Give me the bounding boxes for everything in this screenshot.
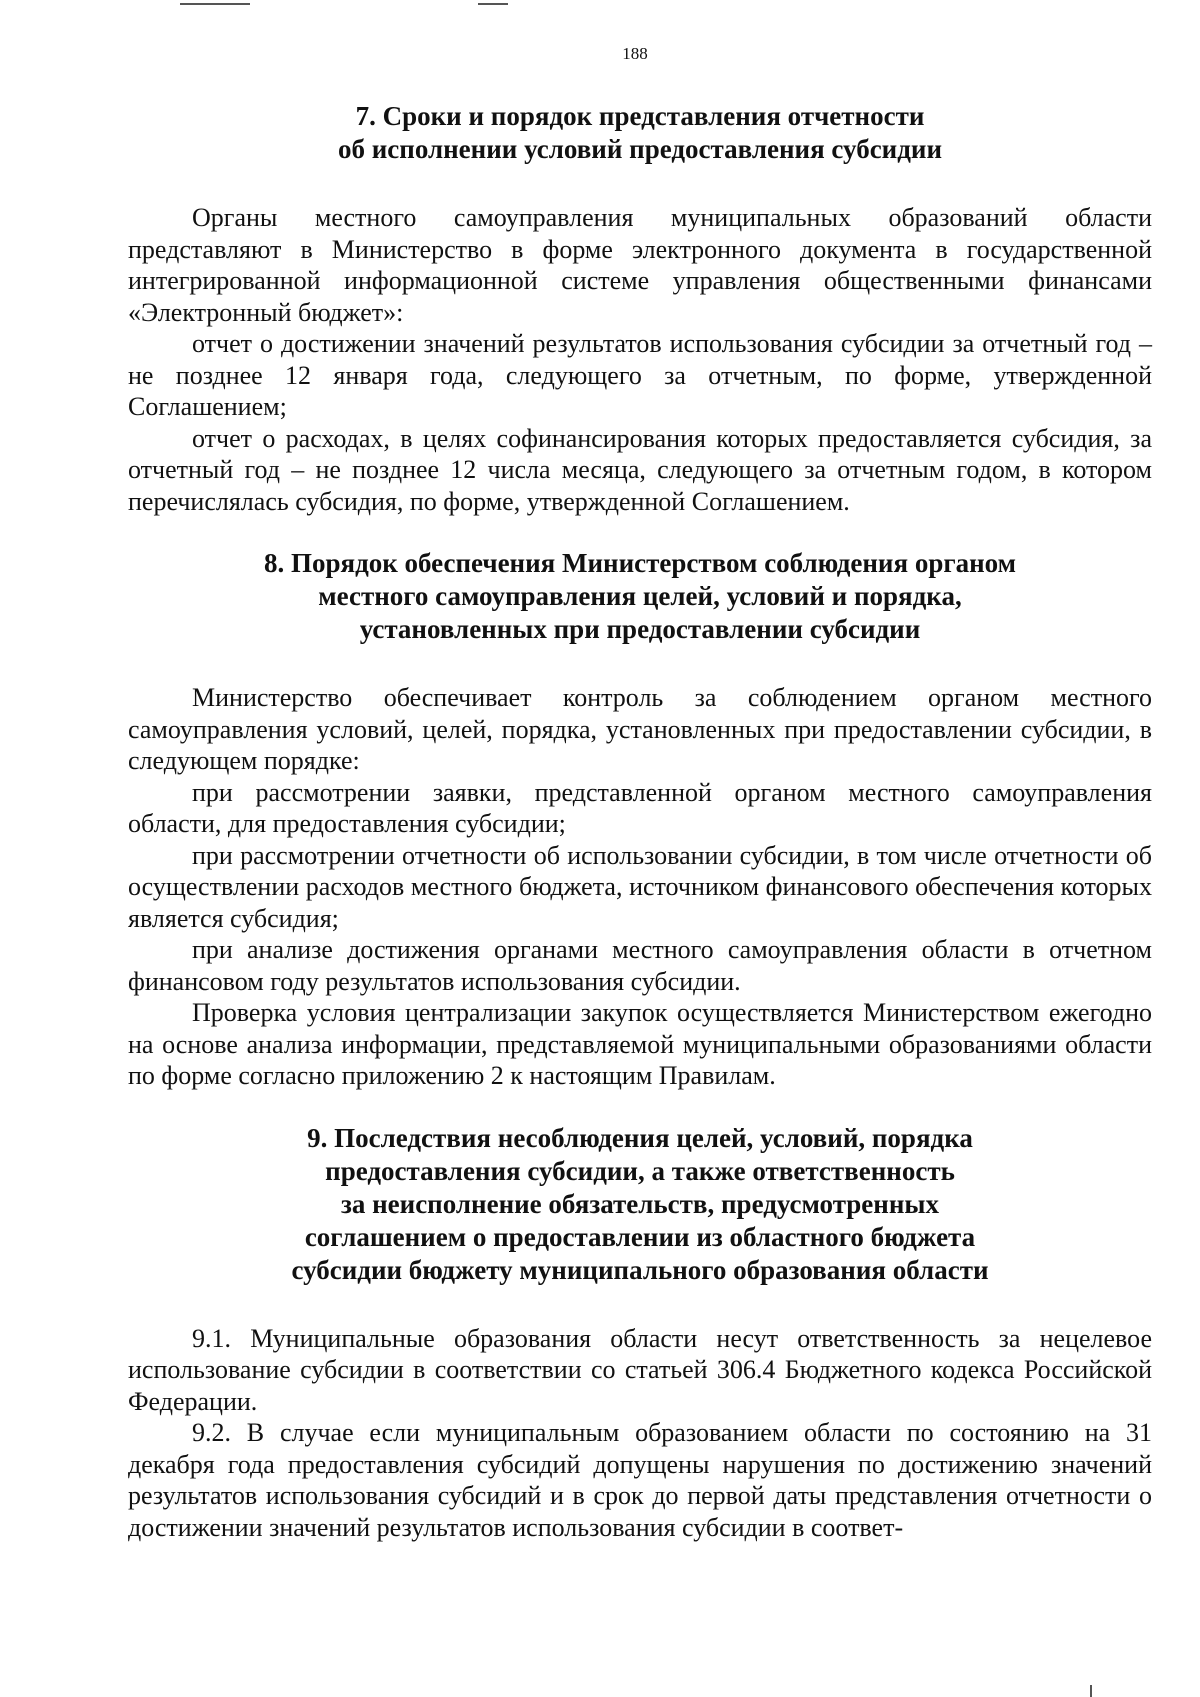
heading-line: соглашением о предоставлении из областного бюджета: [304, 1221, 976, 1252]
document-body: [128, 100, 1152, 1543]
paragraph: Проверка условия централизации закупок осуществляется Министерством ежегодно на основе анализа информации, представляемой муниципальными образованиями области по форме согласно приложению 2 к настоящим Правилам.: [128, 998, 1152, 1090]
paragraph: при анализе достижения органами местного самоуправления области в отчетном финансовом году результатов использования субсидии.: [128, 935, 1152, 996]
heading-line: местного самоуправления целей, условий и порядка,: [318, 581, 962, 611]
paragraph: при рассмотрении отчетности об использовании субсидии, в том числе отчетности об осуществлении расходов местного бюджета, источником финансового обеспечения которых является субсидия;: [128, 840, 1152, 933]
heading-line: об исполнении условий предоставления субсидии: [337, 134, 943, 164]
section-9-heading: [128, 1122, 1152, 1287]
paragraph: Органы местного самоуправления муниципальных образований области представляют в Министерство в форме электронного документа в государственной интегрированной информационной системе управления общественными финансами «Электронный бюджет»:: [128, 203, 1152, 327]
scan-artifact: [1090, 1685, 1092, 1697]
heading-line: 9. Последствия несоблюдения целей, условий, порядка: [307, 1122, 973, 1153]
heading-line: 8. Порядок обеспечения Министерством соблюдения органом: [263, 548, 1017, 578]
page-number: 188: [622, 44, 648, 63]
paragraph: отчет о достижении значений результатов использования субсидии за отчетный год – не позднее 12 января года, следующего за отчетным, по форме, утвержденной Соглашением;: [128, 329, 1152, 421]
heading-line: субсидии бюджету муниципального образования области: [291, 1254, 989, 1285]
paragraph: отчет о расходах, в целях софинансирования которых предоставляется субсидия, за отчетный год – не позднее 12 числа месяца, следующего за отчетным годом, в котором перечислялась субсидия, по форме, утвержденной Соглашением.: [128, 423, 1152, 516]
heading-line: предоставления субсидии, а также ответственность: [325, 1155, 955, 1186]
section-7-heading: [128, 100, 1152, 166]
section-9-body: [128, 1323, 1152, 1544]
heading-line: установленных при предоставлении субсидии: [359, 614, 921, 644]
paragraph: 9.1. Муниципальные образования области несут ответственность за нецелевое использование субсидии в соответствии со статьей 306.4 Бюджетного кодекса Российской Федерации.: [128, 1323, 1152, 1416]
section-8-body: [128, 682, 1152, 1092]
section-8-heading: [128, 547, 1152, 646]
scan-artifact: [478, 3, 508, 5]
paragraph: Министерство обеспечивает контроль за соблюдением органом местного самоуправления условий, целей, порядка, установленных при предоставлении субсидии, в следующем порядке:: [128, 683, 1152, 775]
heading-line: за неисполнение обязательств, предусмотренных: [341, 1188, 939, 1219]
section-7-body: [128, 202, 1152, 517]
paragraph: при рассмотрении заявки, представленной органом местного самоуправления области, для предоставления субсидии;: [128, 777, 1152, 838]
heading-line: 7. Сроки и порядок представления отчетности: [355, 101, 925, 131]
scan-artifact: [180, 3, 250, 5]
paragraph: 9.2. В случае если муниципальным образованием области по состоянию на 31 декабря года предоставления субсидий допущены нарушения по достижению значений результатов использования субсидий и в срок до первой даты представления отчетности о достижении значений результатов использования субсидии в соответ-: [128, 1418, 1152, 1542]
